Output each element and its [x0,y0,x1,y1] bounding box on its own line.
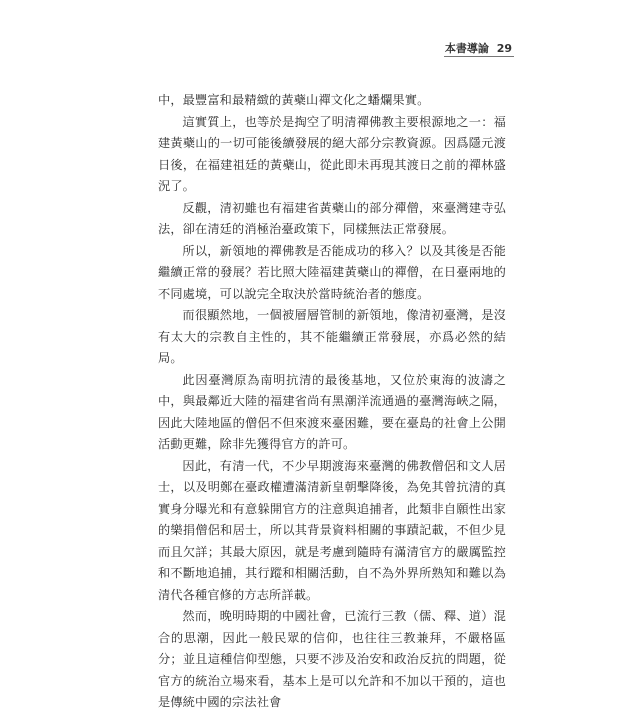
paragraph: 所以，新領地的禪佛教是否能成功的移入？以及其後是否能繼續正常的發展？若比照大陸福建黃蘗山的禪僧，在日臺兩地的不同處境，可以說完全取決於當時統治者的態度。 [158,243,506,301]
paragraph: 此因臺灣原為南明抗清的最後基地，又位於東海的波濤之中，與最鄰近大陸的福建省尚有黑潮洋流通過的臺灣海峽之隔，因此大陸地區的僧侶不但來渡來臺困難，要在臺島的社會上公開活動更難，除非先獲得官方的許可。 [158,372,506,451]
page-number: 29 [496,42,512,55]
running-head [445,40,512,56]
running-head-title: 本書導論 [444,42,489,55]
paragraph: 反觀，清初雖也有福建省黃蘗山的部分禪僧，來臺灣建寺弘法，卻在清廷的消極治臺政策下，同樣無法正常發展。 [158,200,506,236]
header-rule [444,56,514,57]
paragraph: 然而，晚明時期的中國社會，已流行三教（儒、釋、道）混合的思潮，因此一般民眾的信仰，也往往三教兼拜，不嚴格區分；並且這種信仰型態，只要不涉及治安和政治反抗的問題，從官方的統治立場來看，基本上是可以允許和不加以干預的，這也是傳統中國的宗法社會 [158,609,506,709]
paragraph: 這實質上，也等於是掏空了明清禪佛教主要根源地之一：福建黃蘗山的一切可能後續發展的絕大部分宗教資源。因爲隱元渡日後，在福建祖廷的黃蘗山，從此即未再現其渡日之前的禪林盛況了。 [158,114,506,193]
paragraph-continued: 中，最豐富和最精緻的黃蘗山禪文化之蟠爛果實。 [158,93,430,107]
paragraph: 因此，有清一代，不少早期渡海來臺灣的佛教僧侶和文人居士，以及明鄭在臺政權遭滿清新皇朝擊降後，為免其曾抗清的真實身分曝光和有意躲開官方的注意與追捕者，此類非自願性出家的樂捐僧侶和居士，所以其背景資料相關的事蹟記載，不但少見而且欠詳；其最大原因，就是考慮到隨時有滿清官方的嚴厲監控和不斷地追捕，其行蹤和相關活動，自不為外界所熟知和難以為清代各種官修的方志所詳載。 [158,458,506,602]
body-text [158,90,506,714]
paragraph: 而很顯然地，一個被層層管制的新領地，像清初臺灣，是沒有太大的宗教自主性的，其不能繼續正常發展，亦爲必然的結局。 [158,308,506,365]
